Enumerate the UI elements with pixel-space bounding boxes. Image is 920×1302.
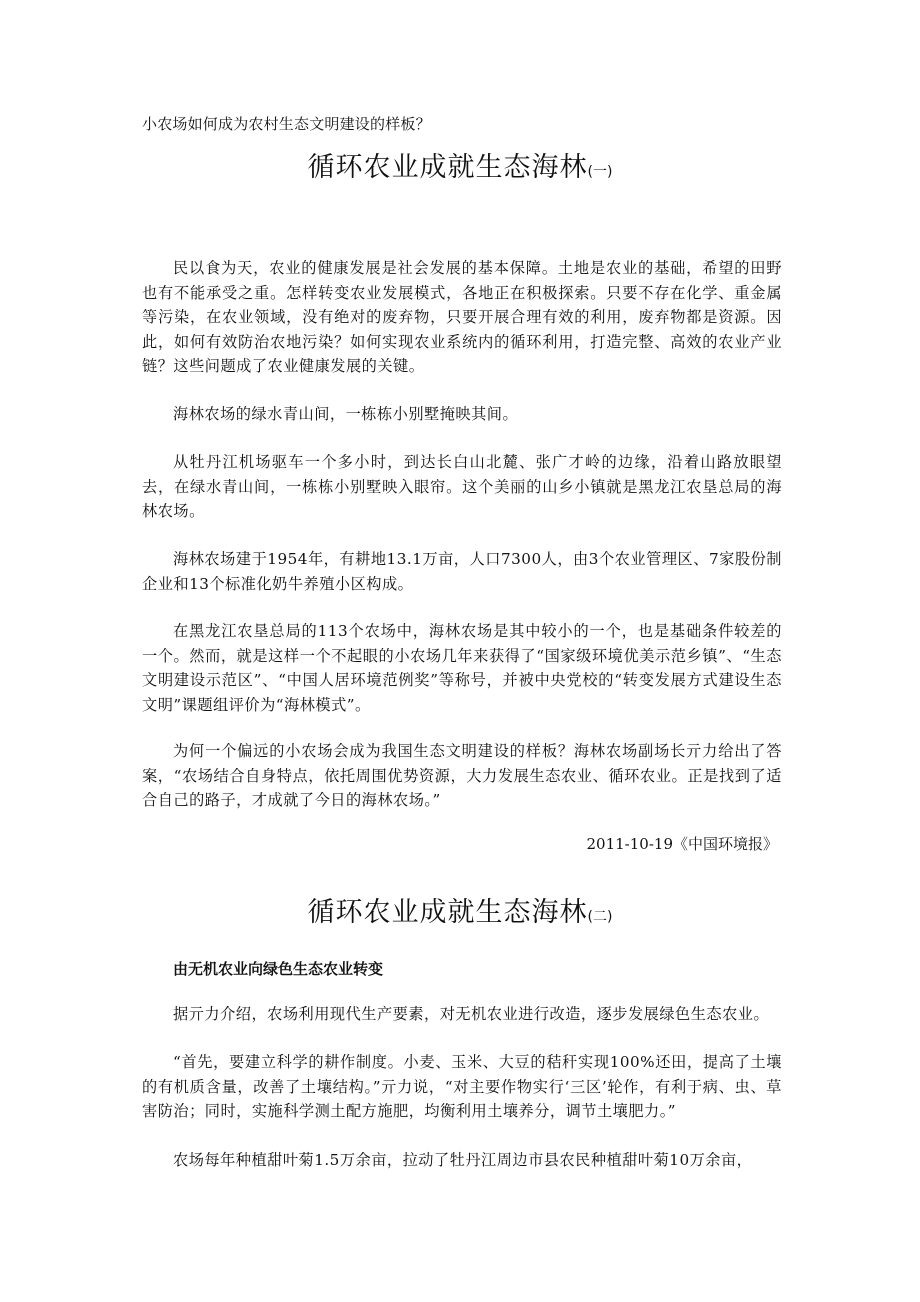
part2-paragraph-1: 据亓力介绍，农场利用现代生产要素，对无机农业进行改造，逐步发展绿色生态农业。	[173, 1005, 770, 1023]
part1-paragraph-3: 从牡丹江机场驱车一个多小时，到达长白山北麓、张广才岭的边缘，沿着山路放眼望去，在绿水青山间，一栋栋小别墅映入眼帘。这个美丽的山乡小镇就是黑龙江农垦总局的海林农场。	[142, 453, 782, 520]
part2-paragraph-2: “首先，要建立科学的耕作制度。小麦、玉米、大豆的秸秆实现100%还田，提高了土壤的有机质含量，改善了土壤结构。”亓力说，“对主要作物实行‘三区’轮作，有利于病、虫、草害防治；同时，实施科学测土配方施肥，均衡利用土壤养分，调节土壤肥力。”	[142, 1053, 782, 1120]
part1-paragraph-6: 为何一个偏远的小农场会成为我国生态文明建设的样板？海林农场副场长亓力给出了答案，“农场结合自身特点，依托周围优势资源，大力发展生态农业、循环农业。正是找到了适合自己的路子，才成就了今日的海林农场。”	[142, 742, 782, 809]
part2-title	[0, 890, 920, 929]
intro-question: 小农场如何成为农村生态文明建设的样板？	[142, 115, 431, 133]
part1-paragraph-4: 海林农场建于1954年，有耕地13.1万亩，人口7300人，由3个农业管理区、7家股份制企业和13个标准化奶牛养殖小区构成。	[142, 550, 782, 593]
part2-paragraph-3: 农场每年种植甜叶菊1.5万余亩，拉动了牡丹江周边市县农民种植甜叶菊10万余亩，	[173, 1151, 753, 1169]
part1-paragraph-2: 海林农场的绿水青山间，一栋栋小别墅掩映其间。	[173, 405, 519, 423]
part1-title-text: 循环农业成就生态海林	[307, 152, 588, 183]
section-heading: 由无机农业向绿色生态农业转变	[173, 960, 384, 978]
part2-title-suffix: (二)	[587, 909, 613, 925]
part1-paragraph-1: 民以食为天，农业的健康发展是社会发展的基本保障。土地是农业的基础，希望的田野也有不能承受之重。怎样转变农业发展模式，各地正在积极探索。只要不存在化学、重金属等污染，在农业领域，没有绝对的废弃物，只要开展合理有效的利用，废弃物都是资源。因此，如何有效防治农地污染？如何实现农业系统内的循环利用，打造完整、高效的农业产业链？这些问题成了农业健康发展的关键。	[142, 259, 782, 375]
part2-title-text: 循环农业成就生态海林	[307, 897, 588, 928]
source-citation: 2011-10-19《中国环境报》	[586, 835, 778, 853]
part1-title-suffix: (一)	[587, 164, 613, 180]
part1-paragraph-5: 在黑龙江农垦总局的113个农场中，海林农场是其中较小的一个，也是基础条件较差的一个。然而，就是这样一个不起眼的小农场几年来获得了“国家级环境优美示范乡镇”、“生态文明建设示范区”、“中国人居环境范例奖”等称号，并被中央党校的“转变发展方式建设生态文明”课题组评价为“海林模式”。	[142, 622, 782, 714]
part1-title	[0, 145, 920, 184]
